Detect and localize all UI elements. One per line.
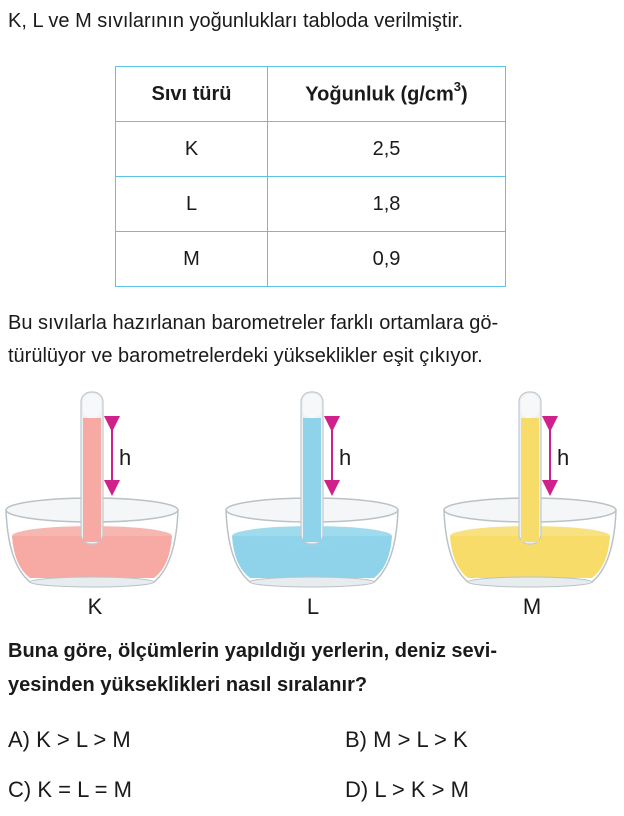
description-paragraph: Bu sıvılarla hazırlanan barometreler farklı ortamlara gö- türülüyor ve barometrelerdeki yükseklikler eşit çıkıyor.: [8, 312, 499, 367]
liquid-cell: L: [116, 177, 268, 232]
barometers-figure: [0, 388, 624, 628]
choice-b[interactable]: B) M > L > K: [345, 727, 468, 752]
tube-top: [521, 394, 539, 418]
barometer-label-m: M: [522, 594, 542, 619]
header-density: Yoğunluk $(g/cm^3)$: [268, 67, 506, 122]
height-label: h: [119, 445, 132, 470]
table-header-row: [116, 67, 506, 122]
tube-top: [303, 394, 321, 418]
tube-liquid: [83, 418, 101, 542]
tube-top: [83, 394, 101, 418]
density-cell: 0,9: [268, 232, 506, 287]
intro-text: K, L ve M sıvılarının yoğunlukları tabloda verilmiştir.: [8, 10, 463, 32]
density-cell: 1,8: [268, 177, 506, 232]
height-label: h: [339, 445, 352, 470]
choice-a[interactable]: A) K > L > M: [8, 727, 131, 752]
tube-liquid: [521, 418, 539, 542]
tube-liquid: [303, 418, 321, 542]
barometer-k: [6, 392, 178, 587]
table-row: [116, 232, 506, 287]
barometer-label-k: K: [87, 594, 103, 619]
choice-c[interactable]: C) K = L = M: [8, 777, 132, 802]
bowl-base: [468, 577, 592, 587]
bowl-base: [30, 577, 154, 587]
density-cell: 2,5: [268, 122, 506, 177]
barometer-l: [226, 392, 398, 587]
density-table: [115, 66, 506, 287]
liquid-cell: K: [116, 122, 268, 177]
choice-d[interactable]: D) L > K > M: [345, 777, 469, 802]
bowl-base: [250, 577, 374, 587]
table-row: [116, 122, 506, 177]
question-text: Buna göre, ölçümlerin yapıldığı yerlerin, deniz sevi- yesinden yükseklikleri nasıl sıralanır?: [8, 640, 498, 696]
liquid-cell: M: [116, 232, 268, 287]
table-row: [116, 177, 506, 232]
barometer-label-l: L: [306, 594, 320, 619]
barometer-m: [444, 392, 616, 587]
header-liquid-type: Sıvı türü: [116, 67, 268, 122]
height-label: h: [557, 445, 570, 470]
